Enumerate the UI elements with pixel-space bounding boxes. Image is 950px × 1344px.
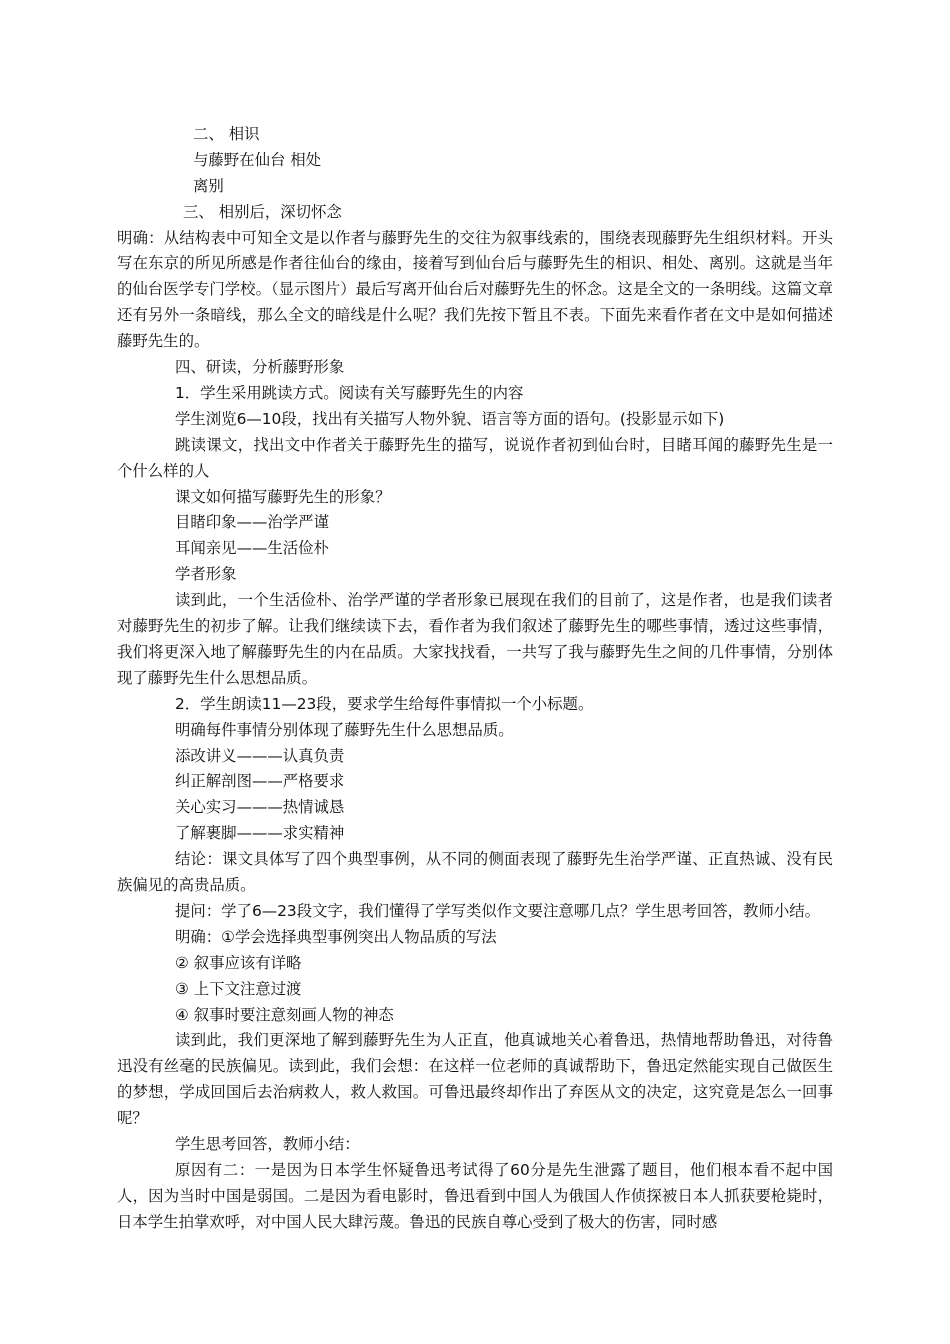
outline-item-3: 三、 相别后，深切怀念 xyxy=(183,202,342,221)
outline-item-2-sub-1: 与藤野在仙台 相处 xyxy=(193,150,322,169)
paragraph-scholar-image: 读到此，一个生活俭朴、治学严谨的学者形象已展现在我们的目前了，这是作者，也是我们读者对藤野先生的初步了解。让我们继续读下去，看作者为我们叙述了藤野先生的哪些事情，透过这些事情，我们将更深入地了解藤野先生的内在品质。大家找找看，一共写了我与藤野先生之间的几件事情，分别体现了藤野先生什么思想品质。 xyxy=(117,591,833,687)
event-1: 添改讲义———认真负责 xyxy=(175,746,345,765)
outline-item-2: 二、 相识 xyxy=(193,125,260,143)
section-heading-4: 四、研读，分析藤野形象 xyxy=(175,358,345,377)
answer-3: 学者形象 xyxy=(175,565,237,584)
paragraph-skim-reading: 跳读课文，找出文中作者关于藤野先生的描写，说说作者初到仙台时，目睹耳闻的藤野先生是一个什么样的人 xyxy=(117,435,833,480)
event-4: 了解裹脚———求实精神 xyxy=(175,824,345,843)
answer-2: 耳闻亲见——生活俭朴 xyxy=(175,539,329,558)
paragraph-conclusion: 结论：课文具体写了四个典型事例，从不同的侧面表现了藤野先生治学严谨、正直热诚、没有民族偏见的高贵品质。 xyxy=(117,850,833,895)
clarify-point-2: ② 叙事应该有详略 xyxy=(175,953,302,972)
step-2: 2．学生朗读11—23段，要求学生给每件事情拟一个小标题。 xyxy=(175,694,594,713)
question-portrayal: 课文如何描写藤野先生的形象？ xyxy=(175,487,391,506)
clarify-point-4: ④ 叙事时要注意刻画人物的神态 xyxy=(175,1005,394,1024)
paragraph-clarify-events: 明确每件事情分别体现了藤野先生什么思想品质。 xyxy=(175,720,514,739)
paragraph-reasons: 原因有二：一是因为日本学生怀疑鲁迅考试得了60分是先生泄露了题目，他们根本看不起中国人，因为当时中国是弱国。二是因为看电影时，鲁迅看到中国人为俄国人作侦探被日本人抓获要枪毙时，日本学生拍掌欢呼，对中国人民大肆污蔑。鲁迅的民族自尊心受到了极大的伤害，同时感 xyxy=(117,1160,833,1231)
paragraph-reflection: 读到此，我们更深地了解到藤野先生为人正直，他真诚地关心着鲁迅，热情地帮助鲁迅，对待鲁迅没有丝毫的民族偏见。读到此，我们会想：在这样一位老师的真诚帮助下，鲁迅定然能实现自己做医生的梦想，学成回国后去治病救人，救人救国。可鲁迅最终却作出了弃医从文的决定，这究竟是怎么一回事呢？ xyxy=(117,1031,833,1128)
event-2: 纠正解剖图——严格要求 xyxy=(175,772,345,791)
clarify-point-1: 明确：①学会选择典型事例突出人物品质的写法 xyxy=(175,927,497,946)
paragraph-browse: 学生浏览6—10段，找出有关描写人物外貌、语言等方面的语句。(投影显示如下) xyxy=(175,409,725,428)
clarify-point-3: ③ 上下文注意过渡 xyxy=(175,979,302,998)
event-3: 关心实习———热情诚恳 xyxy=(175,798,345,817)
paragraph-structure-explanation: 明确：从结构表中可知全文是以作者与藤野先生的交往为叙事线索的，围绕表现藤野先生组织材料。开头写在东京的所见所感是作者往仙台的缘由，接着写到仙台后与藤野先生的相识、相处、离别。这就是当年的仙台医学专门学校。（显示图片）最后写离开仙台后对藤野先生的怀念。这是全文的一条明线。这篇文章还有另外一条暗线，那么全文的暗线是什么呢？我们先按下暂且不表。下面先来看作者在文中是如何描述藤野先生的。 xyxy=(117,228,833,351)
paragraph-question: 提问：学了6—23段文字，我们懂得了学写类似作文要注意哪几点？学生思考回答，教师小结。 xyxy=(175,901,821,920)
outline-item-2-sub-2: 离别 xyxy=(193,176,224,195)
step-1: 1．学生采用跳读方式。阅读有关写藤野先生的内容 xyxy=(175,383,524,402)
paragraph-summary-intro: 学生思考回答，教师小结： xyxy=(175,1135,360,1154)
answer-1: 目睹印象——治学严谨 xyxy=(175,513,329,532)
document-body xyxy=(117,122,833,1236)
